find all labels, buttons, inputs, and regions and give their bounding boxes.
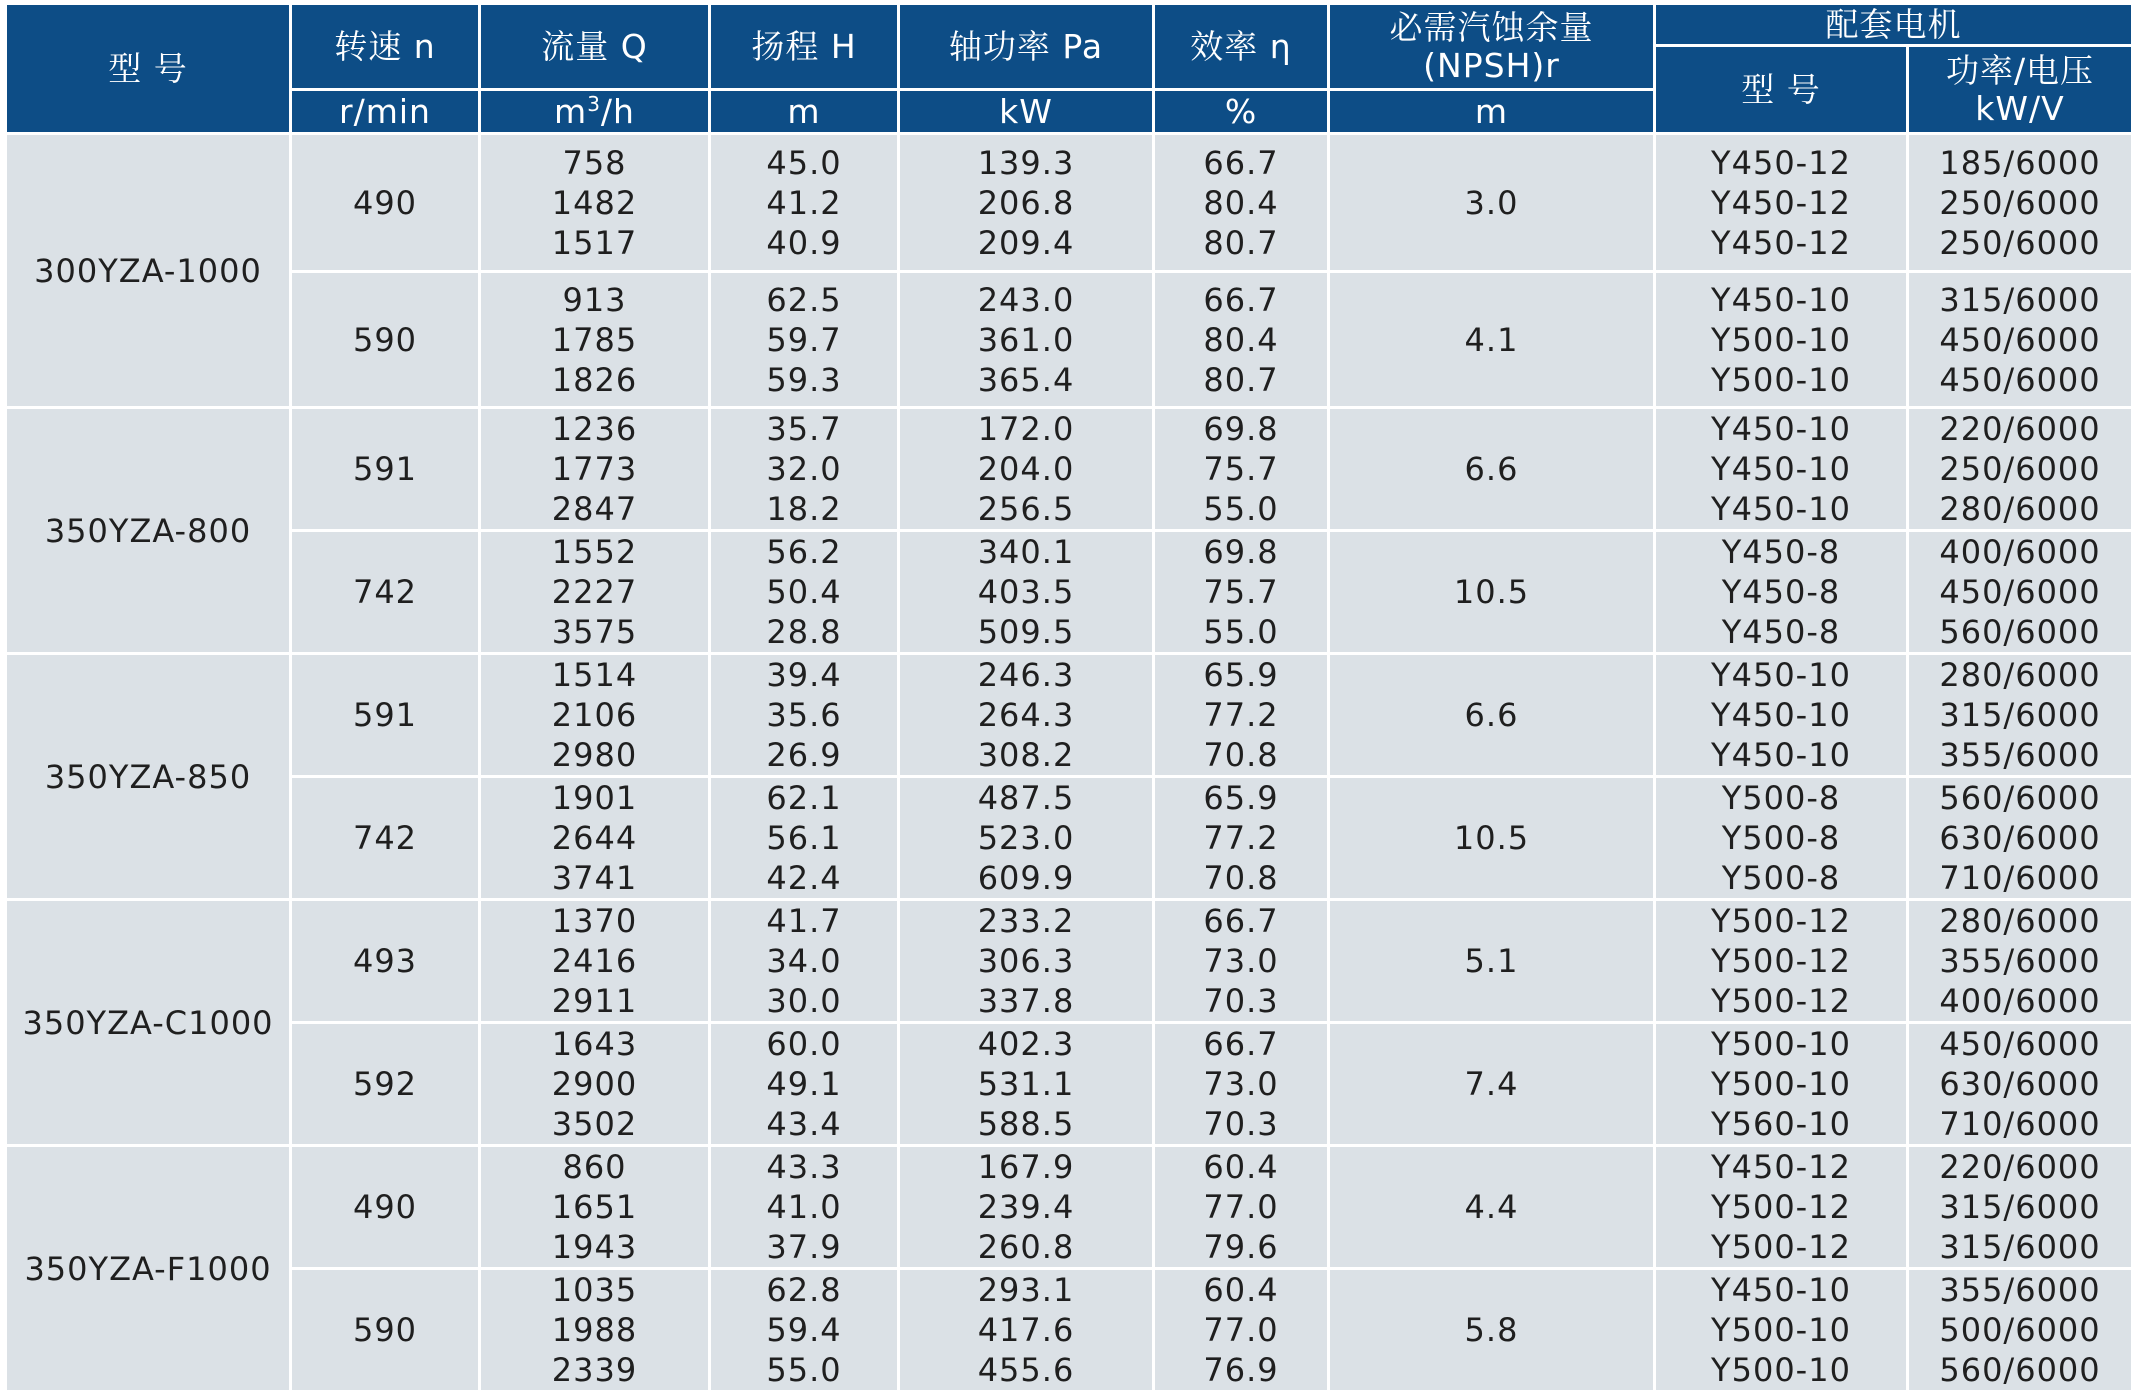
power-value: 365.4 [977, 360, 1075, 399]
table-header [7, 5, 2131, 132]
table-row [7, 135, 2131, 270]
motor-power-value: 500/6000 [1939, 1311, 2101, 1349]
table-body [7, 135, 2131, 1390]
motor-cell [1656, 532, 1906, 652]
motor-value: Y500-10 [1711, 1025, 1851, 1063]
motor-power-cell [1909, 655, 2131, 775]
motor-power-value: 630/6000 [1939, 1065, 2101, 1103]
unit-power: kW [900, 91, 1152, 132]
power-value: 455.6 [977, 1351, 1075, 1389]
motor-value: Y450-10 [1711, 490, 1851, 528]
head-value: 26.9 [766, 736, 842, 774]
motor-power-value: 355/6000 [1939, 736, 2101, 774]
table-row [7, 778, 2131, 898]
model-name-cell: 350YZA-C1000 [7, 901, 289, 1144]
flow-value: 3575 [551, 613, 638, 651]
power-value: 487.5 [977, 779, 1075, 817]
model-name-cell: 350YZA-F1000 [7, 1147, 289, 1390]
npsh-cell: 6.6 [1330, 409, 1653, 529]
flow-value: 758 [562, 143, 627, 182]
power-value: 139.3 [977, 143, 1075, 182]
table-row [7, 532, 2131, 652]
motor-power-value: 710/6000 [1939, 1105, 2101, 1143]
motor-value: Y560-10 [1711, 1105, 1851, 1143]
motor-power-value: 185/6000 [1939, 143, 2101, 182]
eff-cell [1155, 778, 1327, 898]
motor-value: Y500-8 [1721, 819, 1841, 857]
header-speed: 转速 n [292, 5, 478, 88]
header-shaft-power: 轴功率 Pa [900, 5, 1152, 88]
model-name-cell: 300YZA-1000 [7, 135, 289, 406]
speed-cell: 591 [292, 655, 478, 775]
motor-power-value: 355/6000 [1939, 942, 2101, 980]
head-value: 62.5 [766, 280, 842, 319]
motor-power-value: 280/6000 [1939, 902, 2101, 940]
motor-cell [1656, 135, 1906, 270]
eff-value: 77.0 [1203, 1188, 1279, 1226]
eff-cell [1155, 273, 1327, 406]
flow-cell [481, 901, 708, 1021]
flow-value: 1517 [551, 223, 638, 262]
motor-value: Y500-12 [1711, 902, 1851, 940]
eff-value: 70.8 [1203, 859, 1279, 897]
motor-power-cell [1909, 778, 2131, 898]
motor-value: Y450-12 [1711, 1148, 1851, 1186]
eff-value: 65.9 [1203, 656, 1279, 694]
power-value: 417.6 [977, 1311, 1075, 1349]
motor-power-cell [1909, 532, 2131, 652]
motor-value: Y450-10 [1711, 280, 1851, 319]
header-flow: 流量 Q [481, 5, 708, 88]
head-value: 43.4 [766, 1105, 842, 1143]
flow-value: 1236 [551, 410, 638, 448]
motor-value: Y500-8 [1721, 779, 1841, 817]
eff-cell [1155, 409, 1327, 529]
head-value: 37.9 [766, 1228, 842, 1266]
flow-cell [481, 655, 708, 775]
pump-spec-table [4, 2, 2134, 1393]
head-cell [711, 135, 897, 270]
flow-value: 3741 [551, 859, 638, 897]
npsh-cell: 3.0 [1330, 135, 1653, 270]
head-value: 55.0 [766, 1351, 842, 1389]
table-row [7, 1147, 2131, 1267]
eff-cell [1155, 532, 1327, 652]
power-value: 172.0 [977, 410, 1075, 448]
motor-power-value: 560/6000 [1939, 613, 2101, 651]
motor-cell [1656, 901, 1906, 1021]
motor-power-value: 220/6000 [1939, 410, 2101, 448]
eff-value: 75.7 [1203, 573, 1279, 611]
npsh-cell: 5.1 [1330, 901, 1653, 1021]
power-value: 403.5 [977, 573, 1075, 611]
eff-value: 80.4 [1203, 183, 1279, 222]
unit-npsh: m [1330, 91, 1653, 132]
motor-value: Y450-10 [1711, 736, 1851, 774]
header-model: 型 号 [7, 5, 289, 132]
eff-value: 79.6 [1203, 1228, 1279, 1266]
eff-value: 70.3 [1203, 982, 1279, 1020]
head-value: 28.8 [766, 613, 842, 651]
power-cell [900, 1270, 1152, 1390]
motor-power-value: 450/6000 [1939, 573, 2101, 611]
motor-power-value: 450/6000 [1939, 320, 2101, 359]
npsh-cell: 7.4 [1330, 1024, 1653, 1144]
power-cell [900, 1147, 1152, 1267]
head-value: 56.1 [766, 819, 842, 857]
head-value: 59.4 [766, 1311, 842, 1349]
flow-value: 1651 [551, 1188, 638, 1226]
flow-value: 1514 [551, 656, 638, 694]
table-row [7, 1024, 2131, 1144]
eff-value: 77.2 [1203, 819, 1279, 857]
motor-power-value: 560/6000 [1939, 779, 2101, 817]
power-value: 531.1 [977, 1065, 1075, 1103]
head-value: 41.0 [766, 1188, 842, 1226]
head-value: 56.2 [766, 533, 842, 571]
head-value: 42.4 [766, 859, 842, 897]
flow-cell [481, 1147, 708, 1267]
flow-value: 1826 [551, 360, 638, 399]
flow-cell [481, 778, 708, 898]
head-cell [711, 1147, 897, 1267]
eff-value: 69.8 [1203, 410, 1279, 448]
motor-value: Y500-10 [1711, 1351, 1851, 1389]
head-value: 40.9 [766, 223, 842, 262]
flow-value: 1943 [551, 1228, 638, 1266]
head-value: 41.7 [766, 902, 842, 940]
head-value: 62.1 [766, 779, 842, 817]
eff-value: 66.7 [1203, 1025, 1279, 1063]
unit-head: m [711, 91, 897, 132]
motor-power-value: 280/6000 [1939, 490, 2101, 528]
power-cell [900, 273, 1152, 406]
power-value: 361.0 [977, 320, 1075, 359]
motor-power-cell [1909, 1147, 2131, 1267]
motor-cell [1656, 1270, 1906, 1390]
unit-efficiency: % [1155, 91, 1327, 132]
motor-power-value: 280/6000 [1939, 656, 2101, 694]
head-value: 59.3 [766, 360, 842, 399]
motor-value: Y500-10 [1711, 360, 1851, 399]
flow-cell [481, 532, 708, 652]
power-value: 609.9 [977, 859, 1075, 897]
flow-value: 2106 [551, 696, 638, 734]
unit-flow: $m^3/h$ [481, 91, 708, 132]
eff-value: 66.7 [1203, 143, 1279, 182]
flow-cell [481, 409, 708, 529]
flow-cell [481, 135, 708, 270]
head-value: 62.8 [766, 1271, 842, 1309]
power-value: 340.1 [977, 533, 1075, 571]
flow-value: 2227 [551, 573, 638, 611]
motor-power-value: 250/6000 [1939, 223, 2101, 262]
motor-power-cell [1909, 409, 2131, 529]
power-value: 233.2 [977, 902, 1075, 940]
motor-cell [1656, 655, 1906, 775]
power-value: 204.0 [977, 450, 1075, 488]
motor-power-cell [1909, 273, 2131, 406]
head-cell [711, 1270, 897, 1390]
speed-cell: 592 [292, 1024, 478, 1144]
flow-value: 1988 [551, 1311, 638, 1349]
head-value: 41.2 [766, 183, 842, 222]
head-value: 32.0 [766, 450, 842, 488]
power-cell [900, 409, 1152, 529]
power-cell [900, 1024, 1152, 1144]
eff-value: 60.4 [1203, 1148, 1279, 1186]
table-row [7, 273, 2131, 406]
flow-value: 913 [562, 280, 627, 319]
flow-value: 1482 [551, 183, 638, 222]
npsh-cell: 10.5 [1330, 532, 1653, 652]
power-value: 264.3 [977, 696, 1075, 734]
head-value: 34.0 [766, 942, 842, 980]
motor-power-value: 250/6000 [1939, 183, 2101, 222]
eff-value: 73.0 [1203, 1065, 1279, 1103]
motor-value: Y450-12 [1711, 143, 1851, 182]
flow-value: 2339 [551, 1351, 638, 1389]
motor-power-value: 450/6000 [1939, 1025, 2101, 1063]
flow-value: 1035 [551, 1271, 638, 1309]
flow-value: 2847 [551, 490, 638, 528]
speed-cell: 493 [292, 901, 478, 1021]
motor-power-cell [1909, 1270, 2131, 1390]
power-value: 206.8 [977, 183, 1075, 222]
power-cell [900, 532, 1152, 652]
motor-value: Y450-10 [1711, 656, 1851, 694]
power-value: 239.4 [977, 1188, 1075, 1226]
motor-cell [1656, 273, 1906, 406]
power-value: 246.3 [977, 656, 1075, 694]
flow-value: 2644 [551, 819, 638, 857]
power-value: 209.4 [977, 223, 1075, 262]
head-cell [711, 901, 897, 1021]
header-npsh-line2: (NPSH)r [1423, 45, 1560, 85]
head-value: 50.4 [766, 573, 842, 611]
flow-value: 1773 [551, 450, 638, 488]
power-value: 509.5 [977, 613, 1075, 651]
eff-value: 73.0 [1203, 942, 1279, 980]
motor-cell [1656, 1147, 1906, 1267]
motor-power-value: 450/6000 [1939, 360, 2101, 399]
npsh-cell: 4.1 [1330, 273, 1653, 406]
flow-cell [481, 1024, 708, 1144]
npsh-cell: 10.5 [1330, 778, 1653, 898]
head-cell [711, 532, 897, 652]
speed-cell: 591 [292, 409, 478, 529]
flow-value: 2900 [551, 1065, 638, 1103]
eff-value: 80.7 [1203, 223, 1279, 262]
header-motor-model: 型 号 [1656, 47, 1906, 132]
eff-value: 80.4 [1203, 320, 1279, 359]
power-cell [900, 901, 1152, 1021]
motor-power-value: 560/6000 [1939, 1351, 2101, 1389]
motor-power-value: 710/6000 [1939, 859, 2101, 897]
header-motor-power-line2: kW/V [1975, 88, 2065, 128]
table-row [7, 1270, 2131, 1390]
head-cell [711, 273, 897, 406]
speed-cell: 590 [292, 273, 478, 406]
eff-value: 66.7 [1203, 280, 1279, 319]
head-value: 35.6 [766, 696, 842, 734]
eff-value: 77.2 [1203, 696, 1279, 734]
motor-power-value: 220/6000 [1939, 1148, 2101, 1186]
motor-power-cell [1909, 901, 2131, 1021]
head-value: 60.0 [766, 1025, 842, 1063]
power-cell [900, 655, 1152, 775]
motor-value: Y450-10 [1711, 1271, 1851, 1309]
npsh-cell: 4.4 [1330, 1147, 1653, 1267]
motor-power-cell [1909, 1024, 2131, 1144]
table-row [7, 409, 2131, 529]
head-value: 59.7 [766, 320, 842, 359]
power-cell [900, 778, 1152, 898]
motor-power-value: 315/6000 [1939, 1188, 2101, 1226]
motor-power-cell [1909, 135, 2131, 270]
eff-value: 55.0 [1203, 490, 1279, 528]
power-value: 337.8 [977, 982, 1075, 1020]
header-npsh [1330, 5, 1653, 88]
header-motor: 配套电机 [1656, 5, 2131, 44]
speed-cell: 590 [292, 1270, 478, 1390]
power-value: 588.5 [977, 1105, 1075, 1143]
head-value: 49.1 [766, 1065, 842, 1103]
unit-speed: r/min [292, 91, 478, 132]
motor-value: Y450-12 [1711, 183, 1851, 222]
flow-value: 1643 [551, 1025, 638, 1063]
power-value: 402.3 [977, 1025, 1075, 1063]
power-value: 256.5 [977, 490, 1075, 528]
motor-value: Y500-10 [1711, 1311, 1851, 1349]
speed-cell: 490 [292, 1147, 478, 1267]
flow-value: 1370 [551, 902, 638, 940]
npsh-cell: 5.8 [1330, 1270, 1653, 1390]
npsh-cell: 6.6 [1330, 655, 1653, 775]
power-value: 243.0 [977, 280, 1075, 319]
header-npsh-line1: 必需汽蚀余量 [1389, 7, 1594, 47]
power-cell [900, 135, 1152, 270]
motor-value: Y500-12 [1711, 942, 1851, 980]
motor-cell [1656, 1024, 1906, 1144]
head-cell [711, 778, 897, 898]
motor-value: Y500-8 [1721, 859, 1841, 897]
head-cell [711, 655, 897, 775]
motor-value: Y450-8 [1721, 613, 1841, 651]
head-value: 39.4 [766, 656, 842, 694]
motor-value: Y500-10 [1711, 1065, 1851, 1103]
flow-value: 1552 [551, 533, 638, 571]
flow-value: 2911 [551, 982, 638, 1020]
flow-value: 2416 [551, 942, 638, 980]
motor-value: Y500-12 [1711, 1228, 1851, 1266]
motor-value: Y500-10 [1711, 320, 1851, 359]
head-cell [711, 409, 897, 529]
eff-value: 70.8 [1203, 736, 1279, 774]
eff-value: 55.0 [1203, 613, 1279, 651]
table-row [7, 901, 2131, 1021]
flow-value: 1785 [551, 320, 638, 359]
eff-value: 70.3 [1203, 1105, 1279, 1143]
eff-value: 60.4 [1203, 1271, 1279, 1309]
table-row [7, 655, 2131, 775]
eff-value: 65.9 [1203, 779, 1279, 817]
motor-power-value: 315/6000 [1939, 280, 2101, 319]
motor-cell [1656, 409, 1906, 529]
eff-value: 69.8 [1203, 533, 1279, 571]
motor-value: Y500-12 [1711, 1188, 1851, 1226]
eff-value: 76.9 [1203, 1351, 1279, 1389]
motor-power-value: 250/6000 [1939, 450, 2101, 488]
header-head: 扬程 H [711, 5, 897, 88]
power-value: 523.0 [977, 819, 1075, 857]
header-motor-power [1909, 47, 2131, 132]
eff-value: 77.0 [1203, 1311, 1279, 1349]
head-value: 43.3 [766, 1148, 842, 1186]
motor-power-value: 315/6000 [1939, 1228, 2101, 1266]
motor-value: Y450-8 [1721, 573, 1841, 611]
motor-power-value: 400/6000 [1939, 533, 2101, 571]
flow-value: 860 [562, 1148, 627, 1186]
eff-cell [1155, 1270, 1327, 1390]
motor-value: Y450-10 [1711, 696, 1851, 734]
motor-value: Y450-8 [1721, 533, 1841, 571]
motor-value: Y500-12 [1711, 982, 1851, 1020]
motor-value: Y450-10 [1711, 450, 1851, 488]
power-value: 260.8 [977, 1228, 1075, 1266]
head-value: 30.0 [766, 982, 842, 1020]
motor-cell [1656, 778, 1906, 898]
head-value: 35.7 [766, 410, 842, 448]
eff-value: 66.7 [1203, 902, 1279, 940]
flow-value: 2980 [551, 736, 638, 774]
motor-power-value: 315/6000 [1939, 696, 2101, 734]
eff-cell [1155, 1147, 1327, 1267]
motor-power-value: 355/6000 [1939, 1271, 2101, 1309]
motor-power-value: 630/6000 [1939, 819, 2101, 857]
motor-value: Y450-10 [1711, 410, 1851, 448]
eff-value: 80.7 [1203, 360, 1279, 399]
eff-cell [1155, 655, 1327, 775]
head-cell [711, 1024, 897, 1144]
power-value: 167.9 [977, 1148, 1075, 1186]
power-value: 308.2 [977, 736, 1075, 774]
eff-cell [1155, 135, 1327, 270]
flow-cell [481, 273, 708, 406]
motor-power-value: 400/6000 [1939, 982, 2101, 1020]
header-motor-power-line1: 功率/电压 [1945, 50, 2095, 90]
eff-cell [1155, 901, 1327, 1021]
speed-cell: 742 [292, 778, 478, 898]
eff-cell [1155, 1024, 1327, 1144]
speed-cell: 490 [292, 135, 478, 270]
header-efficiency: 效率 η [1155, 5, 1327, 88]
model-name-cell: 350YZA-800 [7, 409, 289, 652]
speed-cell: 742 [292, 532, 478, 652]
model-name-cell: 350YZA-850 [7, 655, 289, 898]
motor-value: Y450-12 [1711, 223, 1851, 262]
head-value: 18.2 [766, 490, 842, 528]
flow-cell [481, 1270, 708, 1390]
flow-value: 3502 [551, 1105, 638, 1143]
flow-value: 1901 [551, 779, 638, 817]
eff-value: 75.7 [1203, 450, 1279, 488]
power-value: 306.3 [977, 942, 1075, 980]
head-value: 45.0 [766, 143, 842, 182]
power-value: 293.1 [977, 1271, 1075, 1309]
